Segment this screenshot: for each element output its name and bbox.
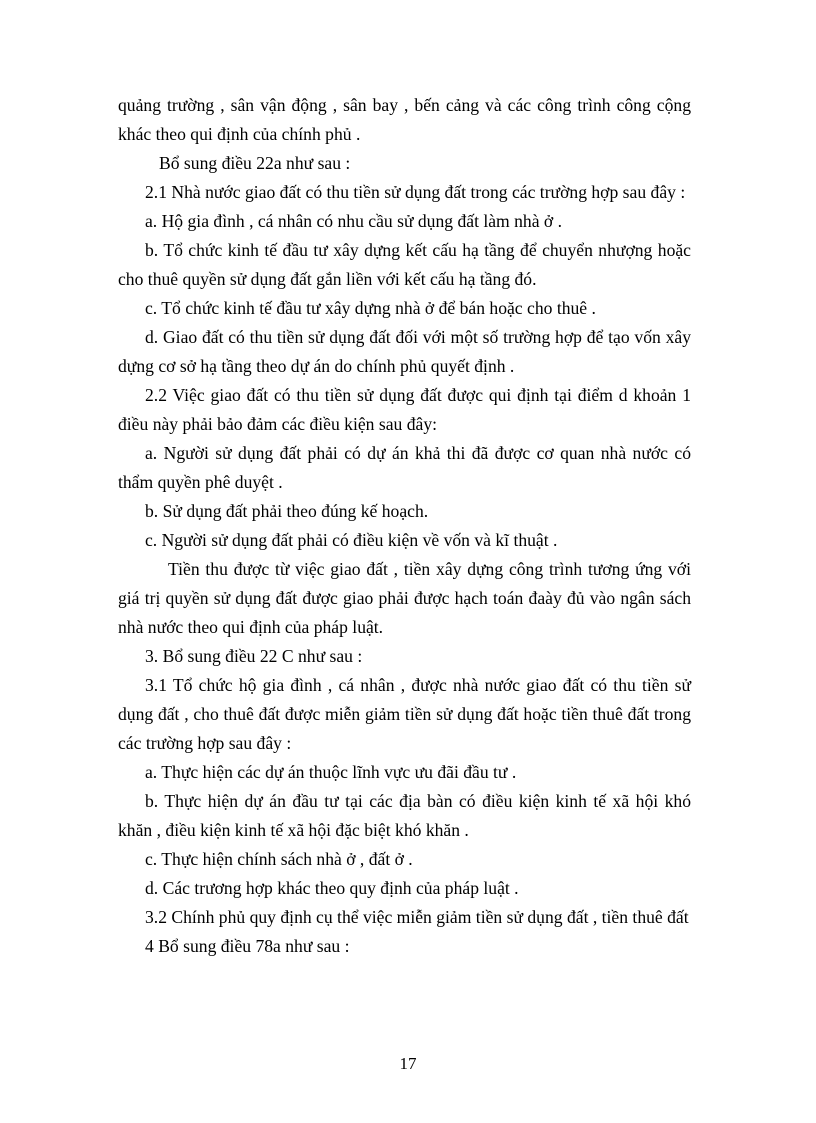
paragraph-continuation: quảng trường , sân vận động , sân bay , bến cảng và các công trình công cộng khác theo qui định của chính phủ . bbox=[118, 95, 691, 144]
paragraph-heading-22a: Bổ sung điều 22a như sau : bbox=[159, 153, 351, 173]
list-item-2-1-a: a. Hộ gia đình , cá nhân có nhu cầu sử dụng đất làm nhà ở . bbox=[145, 211, 563, 231]
paragraph-heading-78a: 4 Bổ sung điều 78a như sau : bbox=[145, 936, 350, 956]
list-item-2-2-a: a. Người sử dụng đất phải có dự án khả thi đã được cơ quan nhà nước có thẩm quyền phê duyệt . bbox=[118, 443, 691, 492]
list-item-3-1-a: a. Thực hiện các dự án thuộc lĩnh vực ưu đãi đầu tư . bbox=[145, 762, 517, 782]
list-item-3-1-d: d. Các trương hợp khác theo quy định của pháp luật . bbox=[145, 878, 519, 898]
list-item-2-2-c: c. Người sử dụng đất phải có điều kiện về vốn và kĩ thuật . bbox=[145, 530, 558, 550]
body-text bbox=[118, 91, 691, 961]
paragraph-3-2: 3.2 Chính phủ quy định cụ thể việc miễn giảm tiền sử dụng đất , tiền thuê đất bbox=[145, 907, 689, 927]
list-item-2-1-d: d. Giao đất có thu tiền sử dụng đất đối với một số trường hợp để tạo vốn xây dựng cơ sở hạ tầng theo dự án do chính phủ quyết định . bbox=[118, 327, 691, 376]
paragraph-revenue: Tiền thu được từ việc giao đất , tiền xây dựng công trình tương ứng với giá trị quyền sử dụng đất được giao phải được hạch toán đaày đủ vào ngân sách nhà nước theo qui định của pháp luật. bbox=[118, 559, 691, 637]
list-item-2-1-b: b. Tổ chức kinh tế đầu tư xây dựng kết cấu hạ tầng để chuyển nhượng hoặc cho thuê quyền sử dụng đất gắn liền với kết cấu hạ tầng đó. bbox=[118, 240, 691, 289]
list-item-3-1-b: b. Thực hiện dự án đầu tư tại các địa bàn có điều kiện kinh tế xã hội khó khăn , điều kiện kinh tế xã hội đặc biệt khó khăn . bbox=[118, 791, 691, 840]
page-number: 17 bbox=[399, 1054, 417, 1073]
paragraph-3-1: 3.1 Tổ chức hộ gia đình , cá nhân , được nhà nước giao đất có thu tiền sử dụng đất , cho thuê đất được miễn giảm tiền sử dụng đất hoặc tiền thuê đất trong các trường hợp sau đây : bbox=[118, 675, 691, 753]
paragraph-2-1: 2.1 Nhà nước giao đất có thu tiền sử dụng đất trong các trường hợp sau đây : bbox=[145, 182, 686, 202]
list-item-2-2-b: b. Sử dụng đất phải theo đúng kế hoạch. bbox=[145, 501, 429, 521]
paragraph-heading-22c: 3. Bổ sung điều 22 C như sau : bbox=[145, 646, 363, 666]
paragraph-2-2: 2.2 Việc giao đất có thu tiền sử dụng đất được qui định tại điểm d khoản 1 điều này phải bảo đảm các điều kiện sau đây: bbox=[118, 385, 691, 434]
list-item-3-1-c: c. Thực hiện chính sách nhà ở , đất ở . bbox=[145, 849, 413, 869]
list-item-2-1-c: c. Tổ chức kinh tế đầu tư xây dựng nhà ở để bán hoặc cho thuê . bbox=[145, 298, 596, 318]
